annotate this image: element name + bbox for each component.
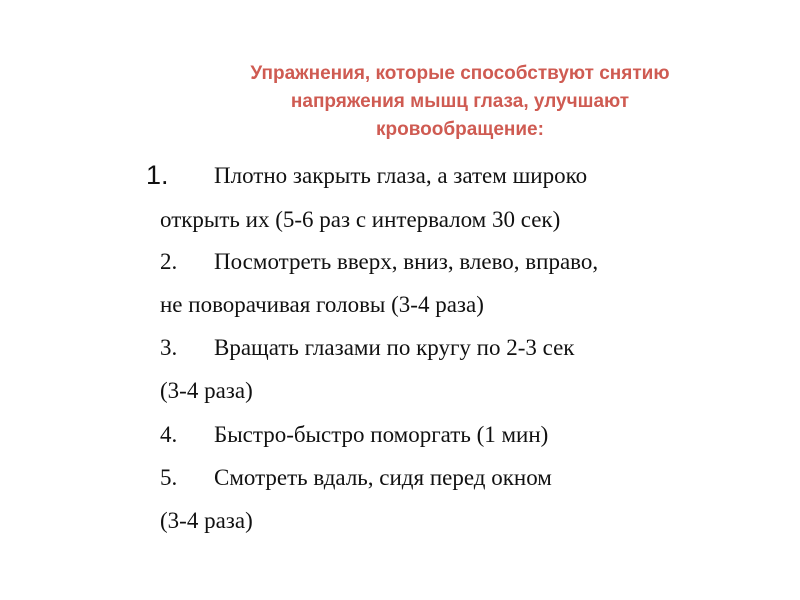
exercise-text: Быстро-быстро поморгать (1 мин): [214, 422, 549, 447]
exercise-number: 1.: [146, 160, 169, 190]
exercise-number: 2.: [160, 249, 178, 274]
slide-title-line: Упражнения, которые способствуют снятию: [250, 63, 670, 84]
exercise-number: 5.: [160, 465, 178, 490]
exercise-text: (3-4 раза): [160, 508, 253, 533]
exercise-text: Смотреть вдаль, сидя перед окном: [214, 465, 552, 490]
slide-title-line: напряжения мышц глаза, улучшают: [290, 91, 630, 112]
exercise-text: не поворачивая головы (3-4 раза): [160, 292, 484, 317]
exercise-text: открыть их (5-6 раз с интервалом 30 сек): [160, 207, 561, 232]
exercise-text: Вращать глазами по кругу по 2-3 сек: [214, 335, 575, 360]
slide-title-line: кровообращение:: [376, 119, 544, 140]
exercise-number: 3.: [160, 335, 178, 360]
exercise-text: (3-4 раза): [160, 378, 253, 403]
exercise-text: Посмотреть вверх, вниз, влево, вправо,: [214, 249, 599, 274]
exercise-number: 4.: [160, 422, 178, 447]
exercise-text: Плотно закрыть глаза, а затем широко: [214, 163, 588, 188]
